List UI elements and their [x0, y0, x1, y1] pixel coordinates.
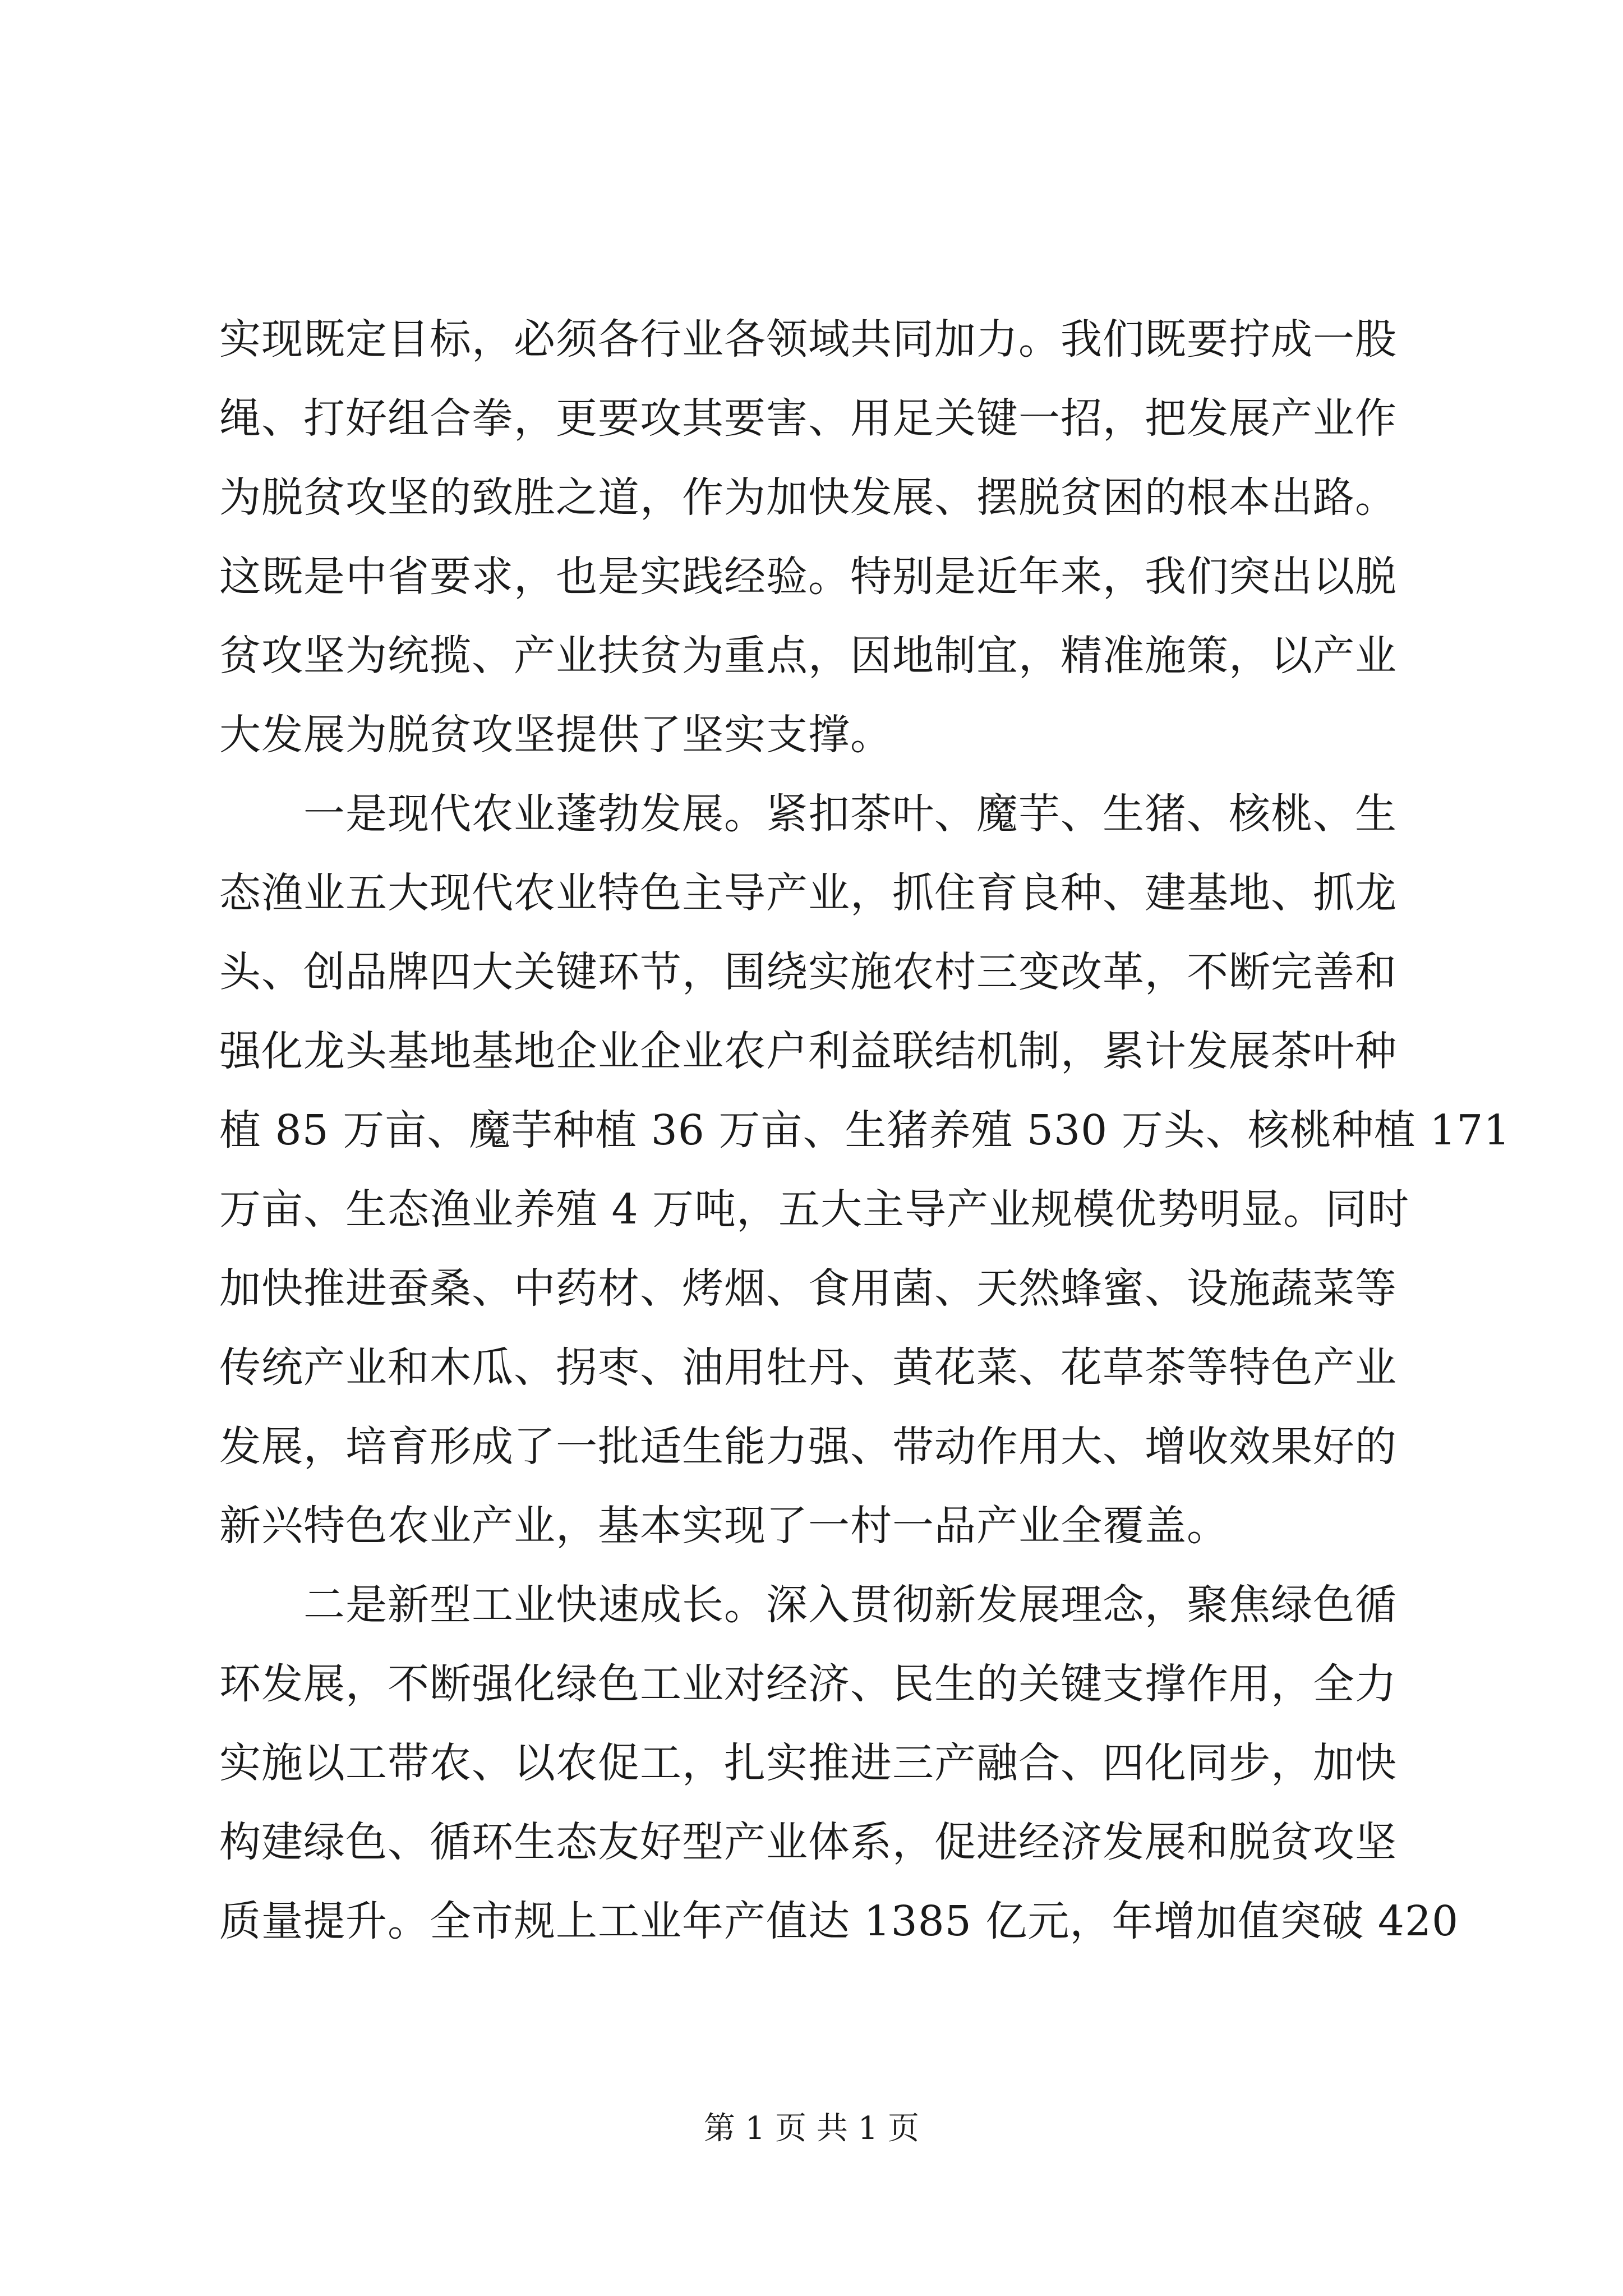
text-line: 大发展为脱贫攻坚提供了坚实支撑。	[219, 711, 892, 759]
text-line: 发展，培育形成了一批适生能力强、带动作用大、增收效果好的	[219, 1423, 1397, 1471]
text-line: 强化龙头基地基地企业企业农户利益联结机制，累计发展茶叶种	[219, 1027, 1397, 1075]
text-line: 构建绿色、循环生态友好型产业体系，促进经济发展和脱贫攻坚	[219, 1818, 1397, 1866]
text-line: 实施以工带农、以农促工，扎实推进三产融合、四化同步，加快	[219, 1739, 1397, 1787]
text-line: 贫攻坚为统揽、产业扶贫为重点，因地制宜，精准施策，以产业	[219, 632, 1397, 680]
text-line: 这既是中省要求，也是实践经验。特别是近年来，我们突出以脱	[219, 553, 1397, 601]
paragraph-first-line: 二是新型工业快速成长。深入贯彻新发展理念，聚焦绿色循	[303, 1581, 1397, 1629]
text-line: 传统产业和木瓜、拐枣、油用牡丹、黄花菜、花草茶等特色产业	[219, 1343, 1397, 1392]
text-line: 实现既定目标，必须各行业各领域共同加力。我们既要拧成一股	[219, 315, 1397, 364]
page-number-footer: 第 1 页 共 1 页	[703, 2110, 920, 2147]
text-line: 新兴特色农业产业，基本实现了一村一品产业全覆盖。	[219, 1502, 1229, 1550]
text-line: 万亩、生态渔业养殖 4 万吨，五大主导产业规模优势明显。同时	[219, 1185, 1410, 1234]
text-line: 加快推进蚕桑、中药材、烤烟、食用菌、天然蜂蜜、设施蔬菜等	[219, 1264, 1397, 1313]
text-line: 绳、打好组合拳，更要攻其要害、用足关键一招，把发展产业作	[219, 394, 1397, 443]
paragraph-first-line: 一是现代农业蓬勃发展。紧扣茶叶、魔芋、生猪、核桃、生	[303, 790, 1397, 838]
text-line: 为脱贫攻坚的致胜之道，作为加快发展、摆脱贫困的根本出路。	[219, 473, 1397, 522]
text-line: 环发展，不断强化绿色工业对经济、民生的关键支撑作用，全力	[219, 1660, 1397, 1708]
text-line: 态渔业五大现代农业特色主导产业，抓住育良种、建基地、抓龙	[219, 869, 1397, 917]
document-body	[219, 300, 1511, 1961]
text-line: 头、创品牌四大关键环节，围绕实施农村三变改革，不断完善和	[219, 948, 1397, 996]
text-line: 植 85 万亩、魔芋种植 36 万亩、生猪养殖 530 万头、核桃种植 171	[219, 1106, 1511, 1154]
text-line: 质量提升。全市规上工业年产值达 1385 亿元，年增加值突破 420	[219, 1897, 1459, 1945]
